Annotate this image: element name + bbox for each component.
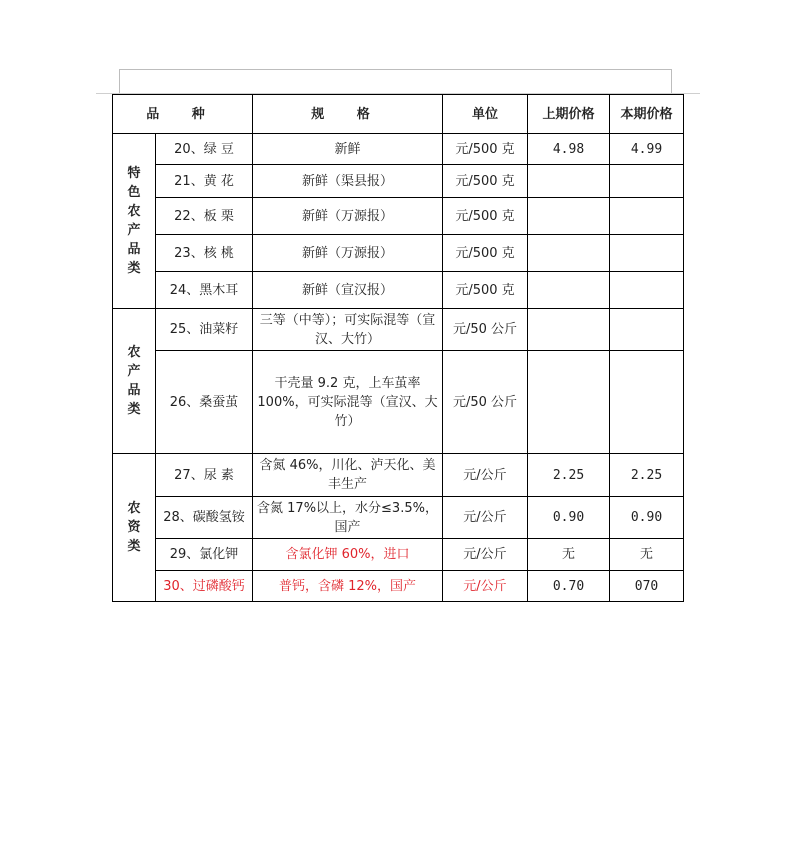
row-spec: 三等（中等）；可实际混等（宣汉、大竹） (253, 309, 443, 351)
row-curr-price: 070 (610, 571, 684, 602)
row-unit: 元/公斤 (443, 571, 528, 602)
row-spec: 新鲜（渠县报） (253, 165, 443, 198)
category-inputs: 农资类 (113, 454, 156, 602)
table-row (113, 272, 684, 309)
header-prev-price: 上期价格 (528, 95, 610, 134)
row-curr-price (610, 351, 684, 454)
row-name: 24、黑木耳 (156, 272, 253, 309)
header-unit: 单位 (443, 95, 528, 134)
row-name: 28、碳酸氢铵 (156, 497, 253, 539)
row-name: 27、尿 素 (156, 454, 253, 497)
row-name: 30、过磷酸钙 (156, 571, 253, 602)
row-unit: 元/50 公斤 (443, 309, 528, 351)
row-unit: 元/公斤 (443, 539, 528, 571)
table-row (113, 235, 684, 272)
row-prev-price: 0.70 (528, 571, 610, 602)
row-prev-price: 无 (528, 539, 610, 571)
row-curr-price (610, 165, 684, 198)
row-curr-price: 2.25 (610, 454, 684, 497)
row-spec: 新鲜（万源报） (253, 235, 443, 272)
row-spec: 新鲜（宣汉报） (253, 272, 443, 309)
row-curr-price: 0.90 (610, 497, 684, 539)
row-prev-price: 2.25 (528, 454, 610, 497)
table-row (113, 198, 684, 235)
row-unit: 元/500 克 (443, 134, 528, 165)
row-curr-price (610, 235, 684, 272)
row-curr-price (610, 309, 684, 351)
row-prev-price (528, 272, 610, 309)
table-row (113, 309, 684, 351)
row-unit: 元/500 克 (443, 272, 528, 309)
row-spec: 含氮 46%，川化、泸天化、美丰生产 (253, 454, 443, 497)
row-prev-price: 0.90 (528, 497, 610, 539)
table-row (113, 165, 684, 198)
row-unit: 元/公斤 (443, 454, 528, 497)
row-prev-price (528, 235, 610, 272)
table-row (113, 351, 684, 454)
price-table (112, 94, 684, 602)
table-row (113, 539, 684, 571)
row-prev-price (528, 198, 610, 235)
row-unit: 元/50 公斤 (443, 351, 528, 454)
category-agri: 农产品类 (113, 309, 156, 454)
row-spec: 新鲜（万源报） (253, 198, 443, 235)
row-unit: 元/500 克 (443, 165, 528, 198)
row-prev-price (528, 165, 610, 198)
row-prev-price: 4.98 (528, 134, 610, 165)
row-unit: 元/公斤 (443, 497, 528, 539)
row-name: 20、绿 豆 (156, 134, 253, 165)
row-unit: 元/500 克 (443, 198, 528, 235)
row-curr-price (610, 198, 684, 235)
row-name: 23、核 桃 (156, 235, 253, 272)
row-name: 22、板 栗 (156, 198, 253, 235)
row-spec: 含氮 17%以上，水分≤3.5%，国产 (253, 497, 443, 539)
page-header-box (119, 69, 672, 93)
table-row (113, 571, 684, 602)
header-curr-price: 本期价格 (610, 95, 684, 134)
row-spec: 普钙，含磷 12%，国产 (253, 571, 443, 602)
header-variety: 品 种 (113, 95, 253, 134)
row-curr-price: 无 (610, 539, 684, 571)
table-row (113, 497, 684, 539)
row-spec: 含氯化钾 60%，进口 (253, 539, 443, 571)
row-name: 21、黄 花 (156, 165, 253, 198)
row-unit: 元/500 克 (443, 235, 528, 272)
row-prev-price (528, 309, 610, 351)
header-row (113, 95, 684, 134)
row-spec: 新鲜 (253, 134, 443, 165)
table-row (113, 454, 684, 497)
category-special: 特色农产品类 (113, 134, 156, 309)
row-spec: 干壳量 9.2 克，上车茧率 100%，可实际混等（宣汉、大竹） (253, 351, 443, 454)
row-prev-price (528, 351, 610, 454)
table-row (113, 134, 684, 165)
row-curr-price: 4.99 (610, 134, 684, 165)
row-name: 25、油菜籽 (156, 309, 253, 351)
row-name: 26、桑蚕茧 (156, 351, 253, 454)
row-name: 29、氯化钾 (156, 539, 253, 571)
row-curr-price (610, 272, 684, 309)
header-spec: 规 格 (253, 95, 443, 134)
